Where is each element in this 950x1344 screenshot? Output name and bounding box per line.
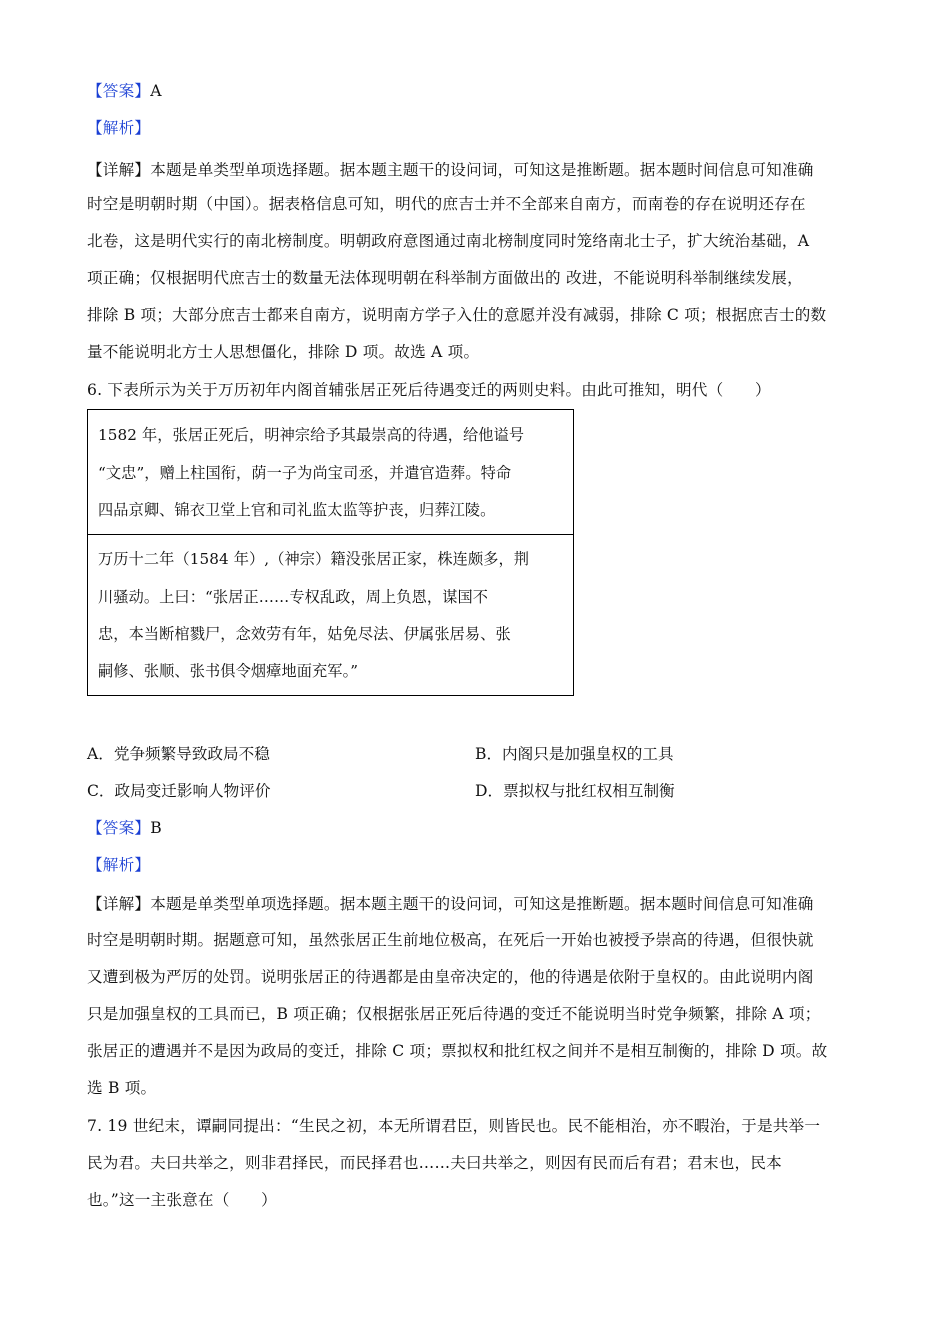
question-stem-q7: 也。”这一主张意在（ ）: [87, 1191, 277, 1209]
source1-line: 1582 年，张居正死后，明神宗给予其最崇高的待遇，给他谥号: [98, 426, 525, 444]
option-b[interactable]: B．内阁只是加强皇权的工具: [475, 745, 674, 763]
source2-line: 忠，本当断棺戮尸，念效劳有年，姑免尽法、伊属张居易、张: [98, 625, 511, 643]
sources-table: [87, 409, 574, 696]
answer-value: B: [150, 819, 162, 837]
answer-tag: 【答案】: [87, 819, 151, 837]
source2-line: 川骚动。上曰：“张居正……专权乱政，周上负恩，谋国不: [98, 588, 489, 606]
source1-line: “文忠”，赠上柱国衔，荫一子为尚宝司丞，并遣官造葬。特命: [98, 464, 512, 482]
detail-line: 项正确；仅根据明代庶吉士的数量无法体现明朝在科举制方面做出的 改进，不能说明科举制继续发展，: [87, 269, 803, 287]
answer-value: A: [150, 82, 162, 100]
option-d[interactable]: D．票拟权与批红权相互制衡: [475, 782, 675, 800]
detail-line: 量不能说明北方士人思想僵化，排除 D 项。故选 A 项。: [87, 343, 480, 361]
detail-line: 北卷，这是明代实行的南北榜制度。明朝政府意图通过南北榜制度同时笼络南北士子，扩大统治基础，A: [87, 232, 810, 250]
option-c[interactable]: C．政局变迁影响人物评价: [87, 782, 271, 800]
detail-line: 时空是明朝时期（中国）。据表格信息可知，明代的庶吉士并不全部来自南方，而南卷的存在说明还存在: [87, 195, 806, 213]
answer-tag: 【答案】: [87, 82, 151, 100]
question-stem-q7: 民为君。夫曰共举之，则非君择民，而民择君也……夫曰共举之，则因有民而后有君；君末也，民本: [87, 1154, 782, 1172]
detail-line: 时空是明朝时期。据题意可知，虽然张居正生前地位极高，在死后一开始也被授予崇高的待遇，但很快就: [87, 931, 814, 949]
analysis-tag: 【解析】: [87, 856, 151, 874]
detail-line: [87, 159, 814, 181]
detail-line: 又遭到极为严厉的处罚。说明张居正的待遇都是由皇帝决定的，他的待遇是依附于皇权的。由此说明内阁: [87, 968, 814, 986]
table-divider: [88, 534, 573, 535]
source2-line: 万历十二年（1584 年）,（神宗）籍没张居正家，株连颇多，荆: [98, 550, 530, 568]
answer-line-q5: [87, 80, 162, 102]
detail-line: 只是加强皇权的工具而已，B 项正确；仅根据张居正死后待遇的变迁不能说明当时党争频繁，排除 A 项；: [87, 1005, 821, 1023]
detail-line: 选 B 项。: [87, 1079, 157, 1097]
detail-line: [87, 893, 814, 915]
source2-line: 嗣修、张顺、张书俱令烟瘴地面充军。”: [98, 662, 359, 680]
detail-tag: 【详解】: [87, 895, 151, 913]
detail-text: 本题是单类型单项选择题。据本题主题干的设问词，可知这是推断题。据本题时间信息可知准确: [150, 895, 814, 913]
question-stem-q7: 7. 19 世纪末，谭嗣同提出：“生民之初，本无所谓君臣，则皆民也。民不能相治，亦不暇治，于是共举一: [87, 1117, 821, 1135]
detail-line: 排除 B 项；大部分庶吉士都来自南方，说明南方学子入仕的意愿并没有减弱，排除 C 项；根据庶吉士的数: [87, 306, 827, 324]
analysis-tag: 【解析】: [87, 119, 151, 137]
question-stem-q6: 6. 下表所示为关于万历初年内阁首辅张居正死后待遇变迁的两则史料。由此可推知，明代（ ）: [87, 381, 771, 399]
option-a[interactable]: A．党争频繁导致政局不稳: [87, 745, 270, 763]
source1-line: 四品京卿、锦衣卫堂上官和司礼监太监等护丧，归葬江陵。: [98, 501, 496, 519]
detail-line: 张居正的遭遇并不是因为政局的变迁，排除 C 项；票拟权和批红权之间并不是相互制衡的，排除 D 项。故: [87, 1042, 828, 1060]
detail-text: 本题是单类型单项选择题。据本题主题干的设问词，可知这是推断题。据本题时间信息可知准确: [150, 161, 814, 179]
detail-tag: 【详解】: [87, 161, 151, 179]
answer-line-q6: [87, 817, 162, 839]
